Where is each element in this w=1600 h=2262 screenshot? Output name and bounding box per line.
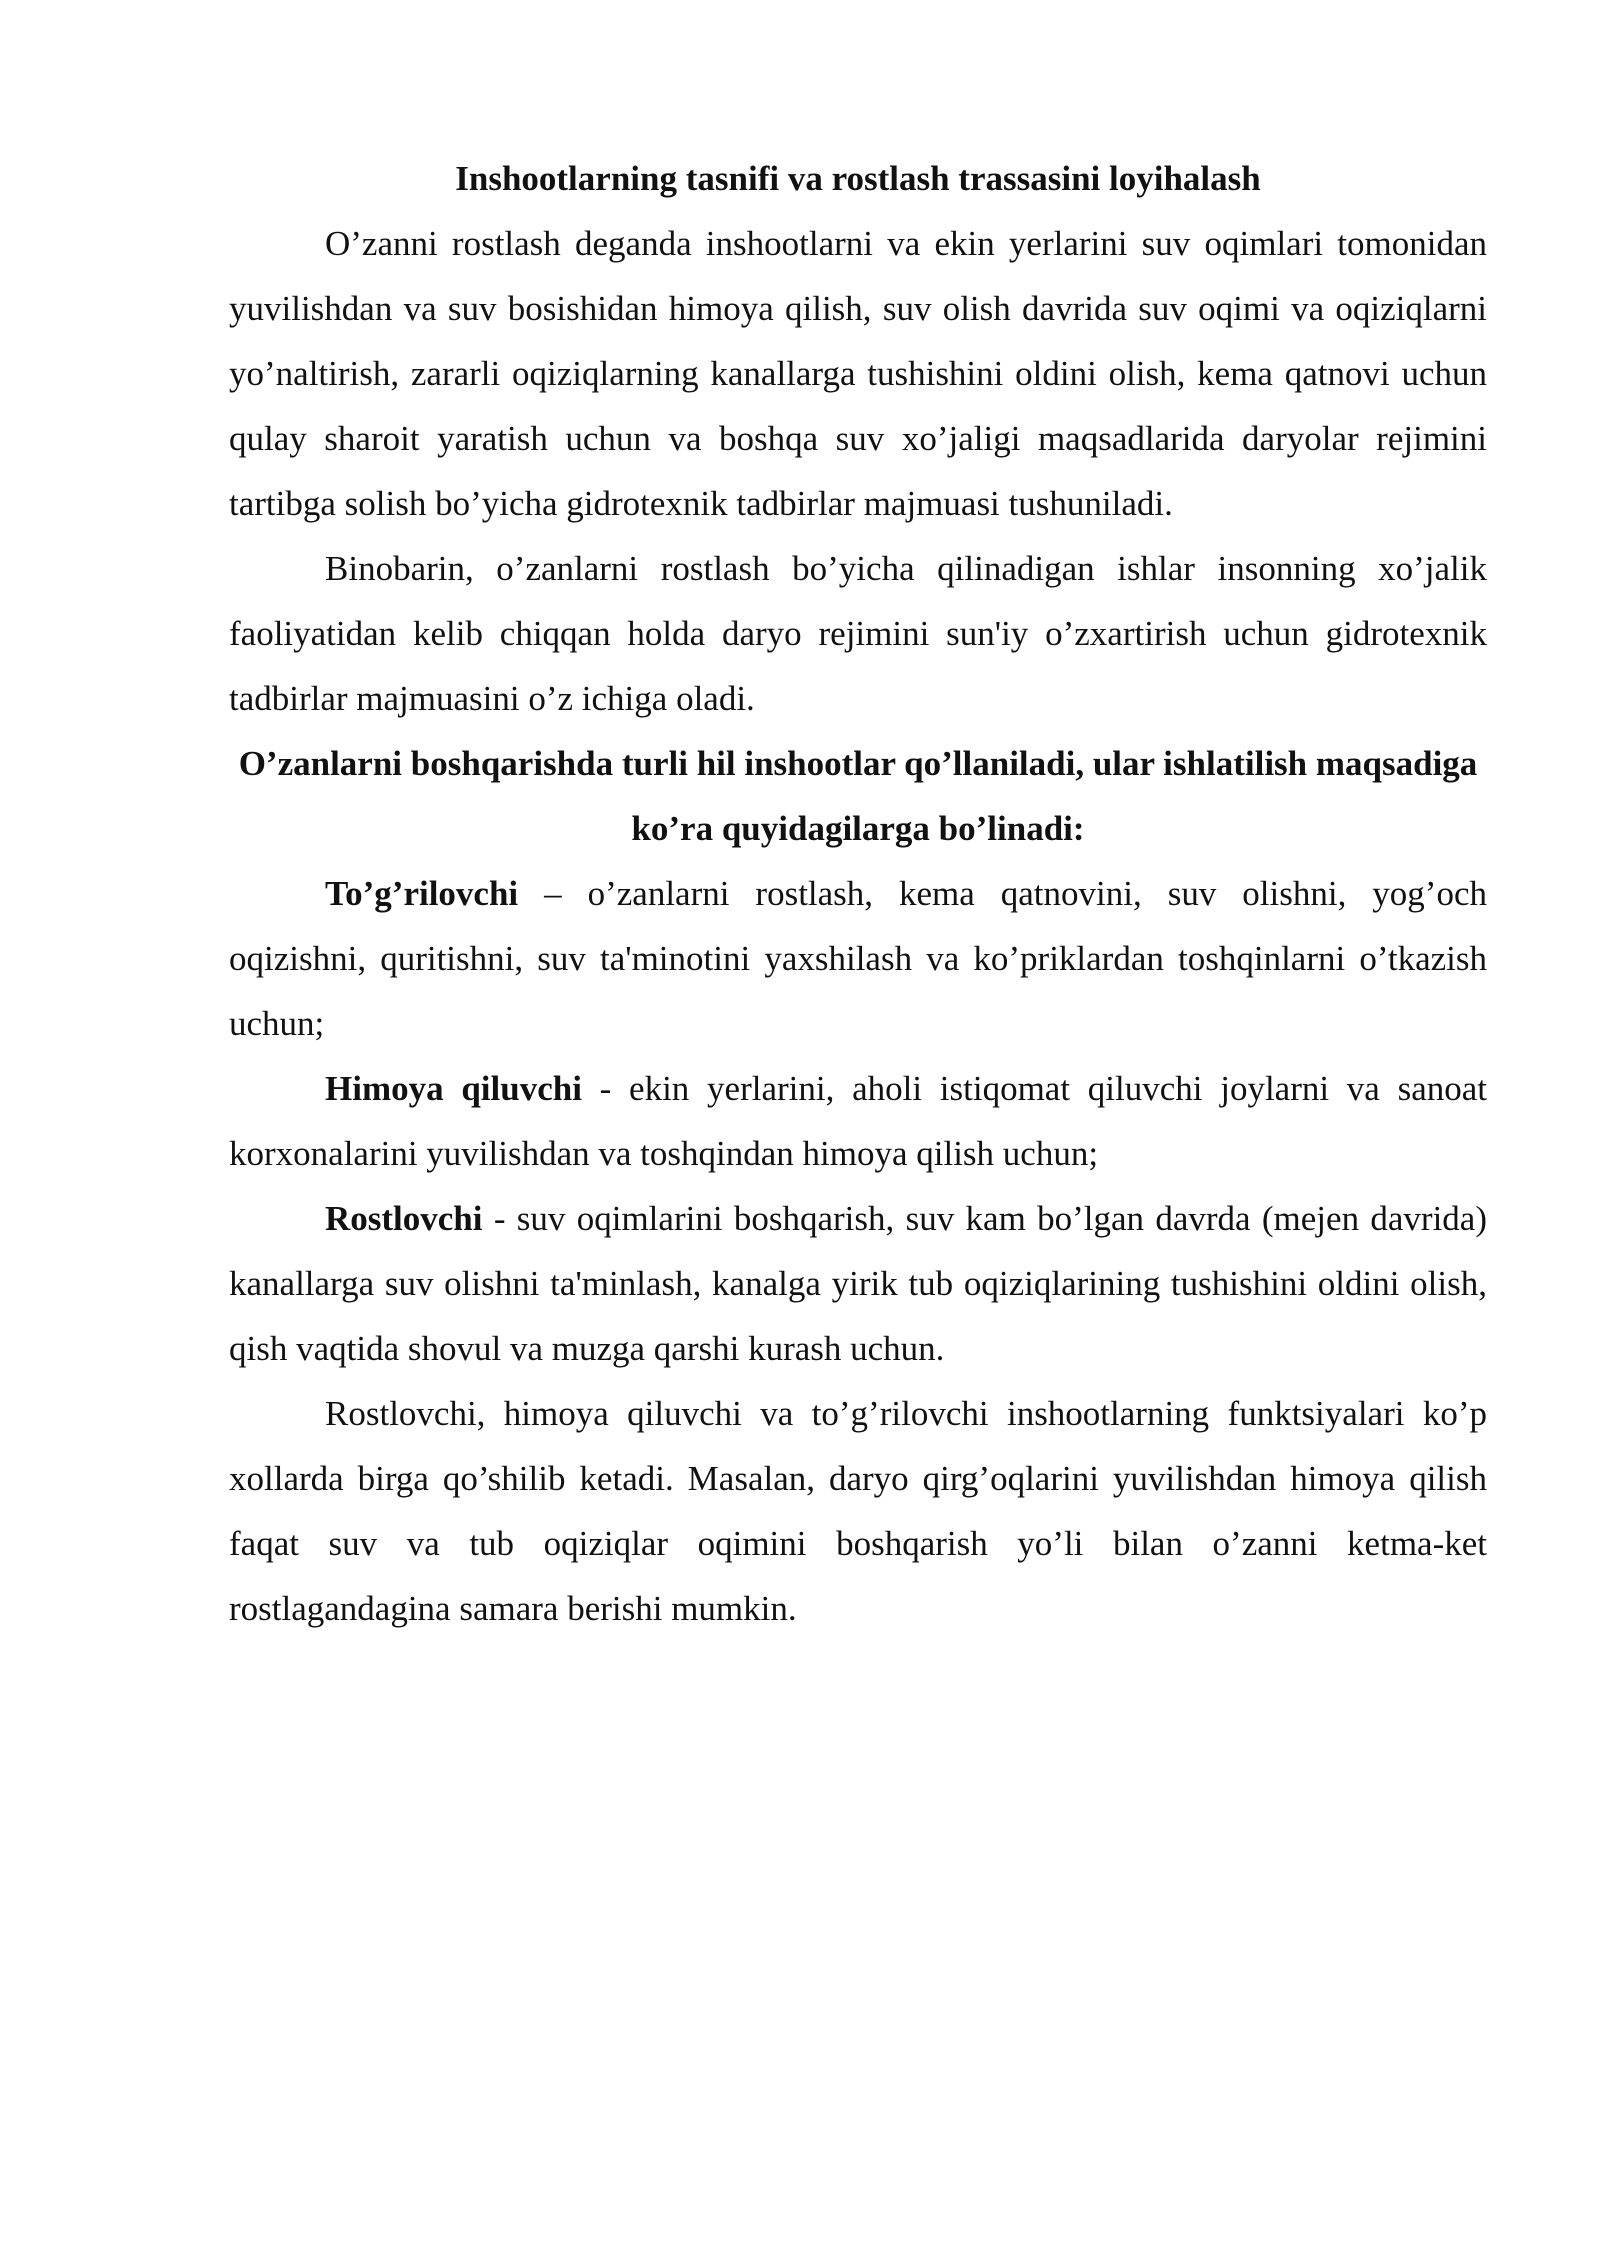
paragraph-scope: Binobarin, o’zanlarni rostlash bo’yicha qilinadigan ishlar insonning xo’jalik faoliyatidan kelib chiqqan holda daryo rejimini sun'iy o’zxartirish uchun gidrotexnik tadbirlar majmuasini o’z ichiga oladi. [229, 549, 1487, 718]
document-page [229, 146, 1487, 1641]
type-item-straightening [229, 861, 1487, 1056]
type-term: To’g’rilovchi [325, 874, 519, 913]
paragraph-combined-functions: Rostlovchi, himoya qiluvchi va to’g’rilovchi inshootlarning funktsiyalari ko’p xollarda birga qo’shilib ketadi. Masalan, daryo qirg’oqlarini yuvilishdan himoya qilish faqat suv va tub oqiziqlar oqimini boshqarish yo’li bilan o’zanni ketma-ket rostlagandagina samara berishi mumkin. [229, 1394, 1487, 1628]
type-description: – o’zanlarni rostlash, kema qatnovini, suv olishni, yog’och oqizishni, quritishni, suv ta'minotini yaxshilash va ko’priklardan toshqinlarni o’tkazish uchun; [229, 874, 1487, 1043]
type-item-protective [229, 1056, 1487, 1186]
type-item-regulating [229, 1186, 1487, 1381]
section-subheading: O’zanlarni boshqarishda turli hil inshootlar qo’llaniladi, ular ishlatilish maqsadiga ko’ra quyidagilarga bo’linadi: [238, 744, 1478, 848]
paragraph-definition: O’zanni rostlash deganda inshootlarni va ekin yerlarini suv oqimlari tomonidan yuvilishdan va suv bosishidan himoya qilish, suv olish davrida suv oqimi va oqiziqlarni yo’naltirish, zararli oqiziqlarning kanallarga tushishini oldini olish, kema qatnovi uchun qulay sharoit yaratish uchun va boshqa suv xo’jaligi maqsadlarida daryolar rejimini tartibga solish bo’yicha gidrotexnik tadbirlar majmuasi tushuniladi. [229, 224, 1487, 523]
type-term: Himoya qiluvchi [325, 1069, 582, 1108]
type-description: - suv oqimlarini boshqarish, suv kam bo’lgan davrda (mejen davrida) kanallarga suv olishni ta'minlash, kanalga yirik tub oqiziqlarining tushishini oldini olish, qish vaqtida shovul va muzga qarshi kurash uchun. [229, 1199, 1487, 1368]
type-term: Rostlovchi [325, 1199, 483, 1238]
document-title: Inshootlarning tasnifi va rostlash trassasini loyihalash [455, 159, 1261, 198]
type-description: - ekin yerlarini, aholi istiqomat qiluvchi joylarni va sanoat korxonalarini yuvilishdan va toshqindan himoya qilish uchun; [229, 1069, 1487, 1173]
